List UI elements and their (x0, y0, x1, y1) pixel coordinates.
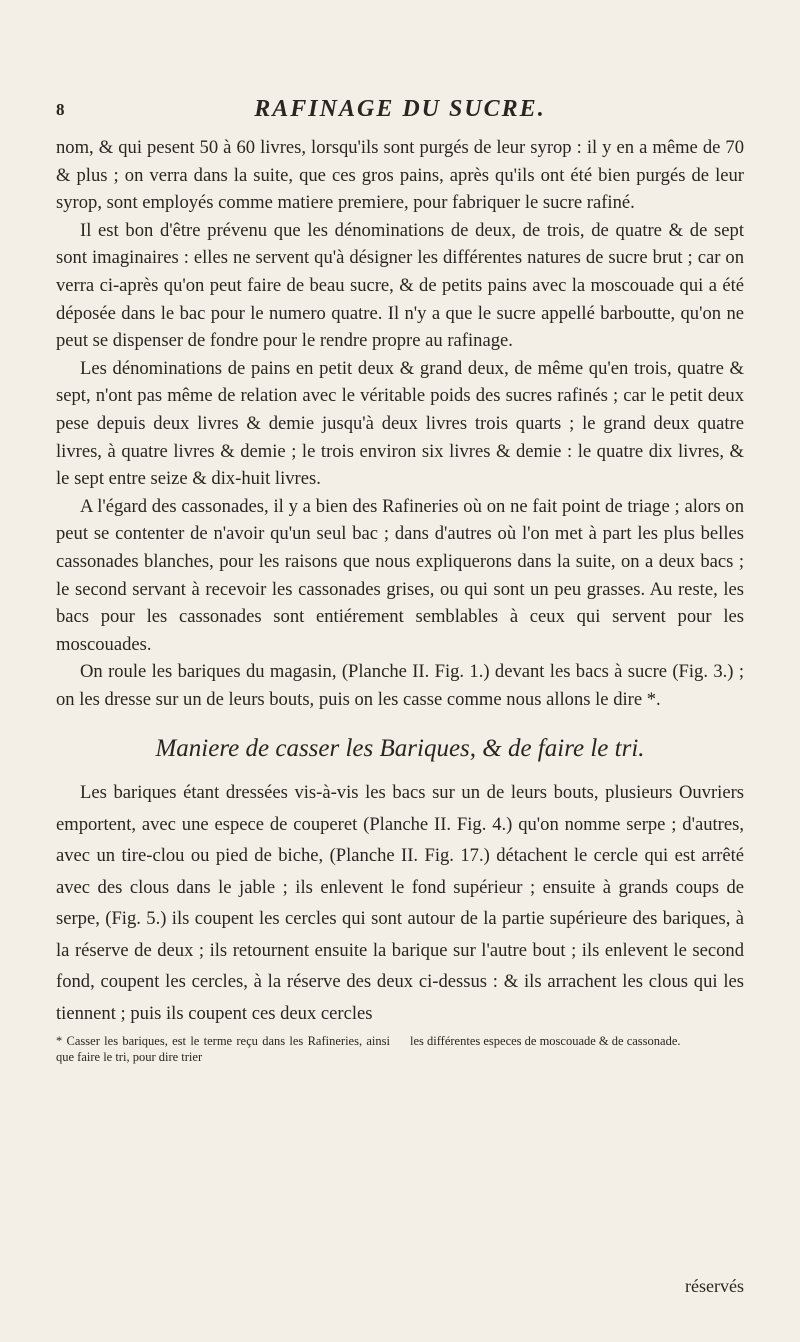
page-header (56, 96, 744, 130)
catchword: réservés (685, 1276, 744, 1296)
page-number: 8 (56, 100, 65, 119)
paragraph: Il est bon d'être prévenu que les dénominations de deux, de trois, de quatre & de sept sont imaginaires : elles ne servent qu'à désigner les différentes natures de sucre brut ; car on verra ci-après qu'on peut faire de beau sucre, & de petits pains avec la moscouade qui a été déposée dans le bac pour le numero quatre. Il n'y a que le sucre appellé barboutte, qu'on ne peut se dispenser de fondre pour le rendre propre au rafinage. (56, 219, 744, 352)
section-heading: Maniere de casser les Bariques, & de faire le tri. (155, 735, 645, 763)
paragraph: A l'égard des cassonades, il y a bien des Rafineries où on ne fait point de triage ; alors on peut se contenter de n'avoir qu'un seul bac ; dans d'autres où l'on met à part les plus belles cassonades blanches, pour les raisons que nous expliquerons dans la suite, on a deux bacs ; le second servant à recevoir les cassonades grises, ou qui sont un peu grasses. Au reste, les bacs pour les cassonades sont entiérement semblables à ceux qui servent pour les moscouades. (56, 495, 744, 655)
running-title: RAFINAGE DU SUCRE. (254, 96, 546, 122)
section-one (56, 134, 744, 713)
paragraph: Les dénominations de pains en petit deux & grand deux, de même qu'en trois, quatre & sept, n'ont pas même de relation avec le véritable poids des sucres rafinés ; car le petit deux pese depuis deux livres & demie jusqu'à deux livres trois quarts ; le grand deux quatre livres, à quatre livres & demie ; le trois environ six livres & demie : le quatre dix livres, & le sept entre seize & dix-huit livres. (56, 357, 744, 490)
paragraph: Les bariques étant dressées vis-à-vis les bacs sur un de leurs bouts, plusieurs Ouvriers emportent, avec une espece de couperet (Planche II. Fig. 4.) qu'on nomme serpe ; d'autres, avec un tire-clou ou pied de biche, (Planche II. Fig. 17.) détachent le cercle qui est arrêté avec des clous dans le jable ; ils enlevent le fond supérieur ; ensuite à grands coups de serpe, (Fig. 5.) ils coupent les cercles qui sont autour de la partie supérieure des bariques, à la réserve de deux ; ils retournent ensuite la barique sur l'autre bout ; ils enlevent le second fond, coupent les cercles, à la réserve des deux ci-dessus : & ils arrachent les clous qui les tiennent ; puis ils coupent ces deux cercles (56, 782, 744, 1024)
section-two (56, 777, 744, 1029)
paragraph: On roule les bariques du magasin, (Planche II. Fig. 1.) devant les bacs à sucre (Fig. 3.) ; on les dresse sur un de leurs bouts, puis on les casse comme nous allons le dire *. (56, 661, 744, 710)
footnote-left: * Casser les bariques, est le terme reçu dans les Rafineries, ainsi que faire le tri, pour dire trier (56, 1034, 390, 1065)
footnote (56, 1033, 744, 1065)
paragraph: nom, & qui pesent 50 à 60 livres, lorsqu'ils sont purgés de leur syrop : il y en a même de 70 & plus ; on verra dans la suite, que ces gros pains, après qu'ils ont été bien purgés de leur syrop, sont employés comme matiere premiere, pour fabriquer le sucre rafiné. (56, 137, 744, 214)
footnote-right: les différentes especes de moscouade & de cassonade. (410, 1034, 681, 1049)
